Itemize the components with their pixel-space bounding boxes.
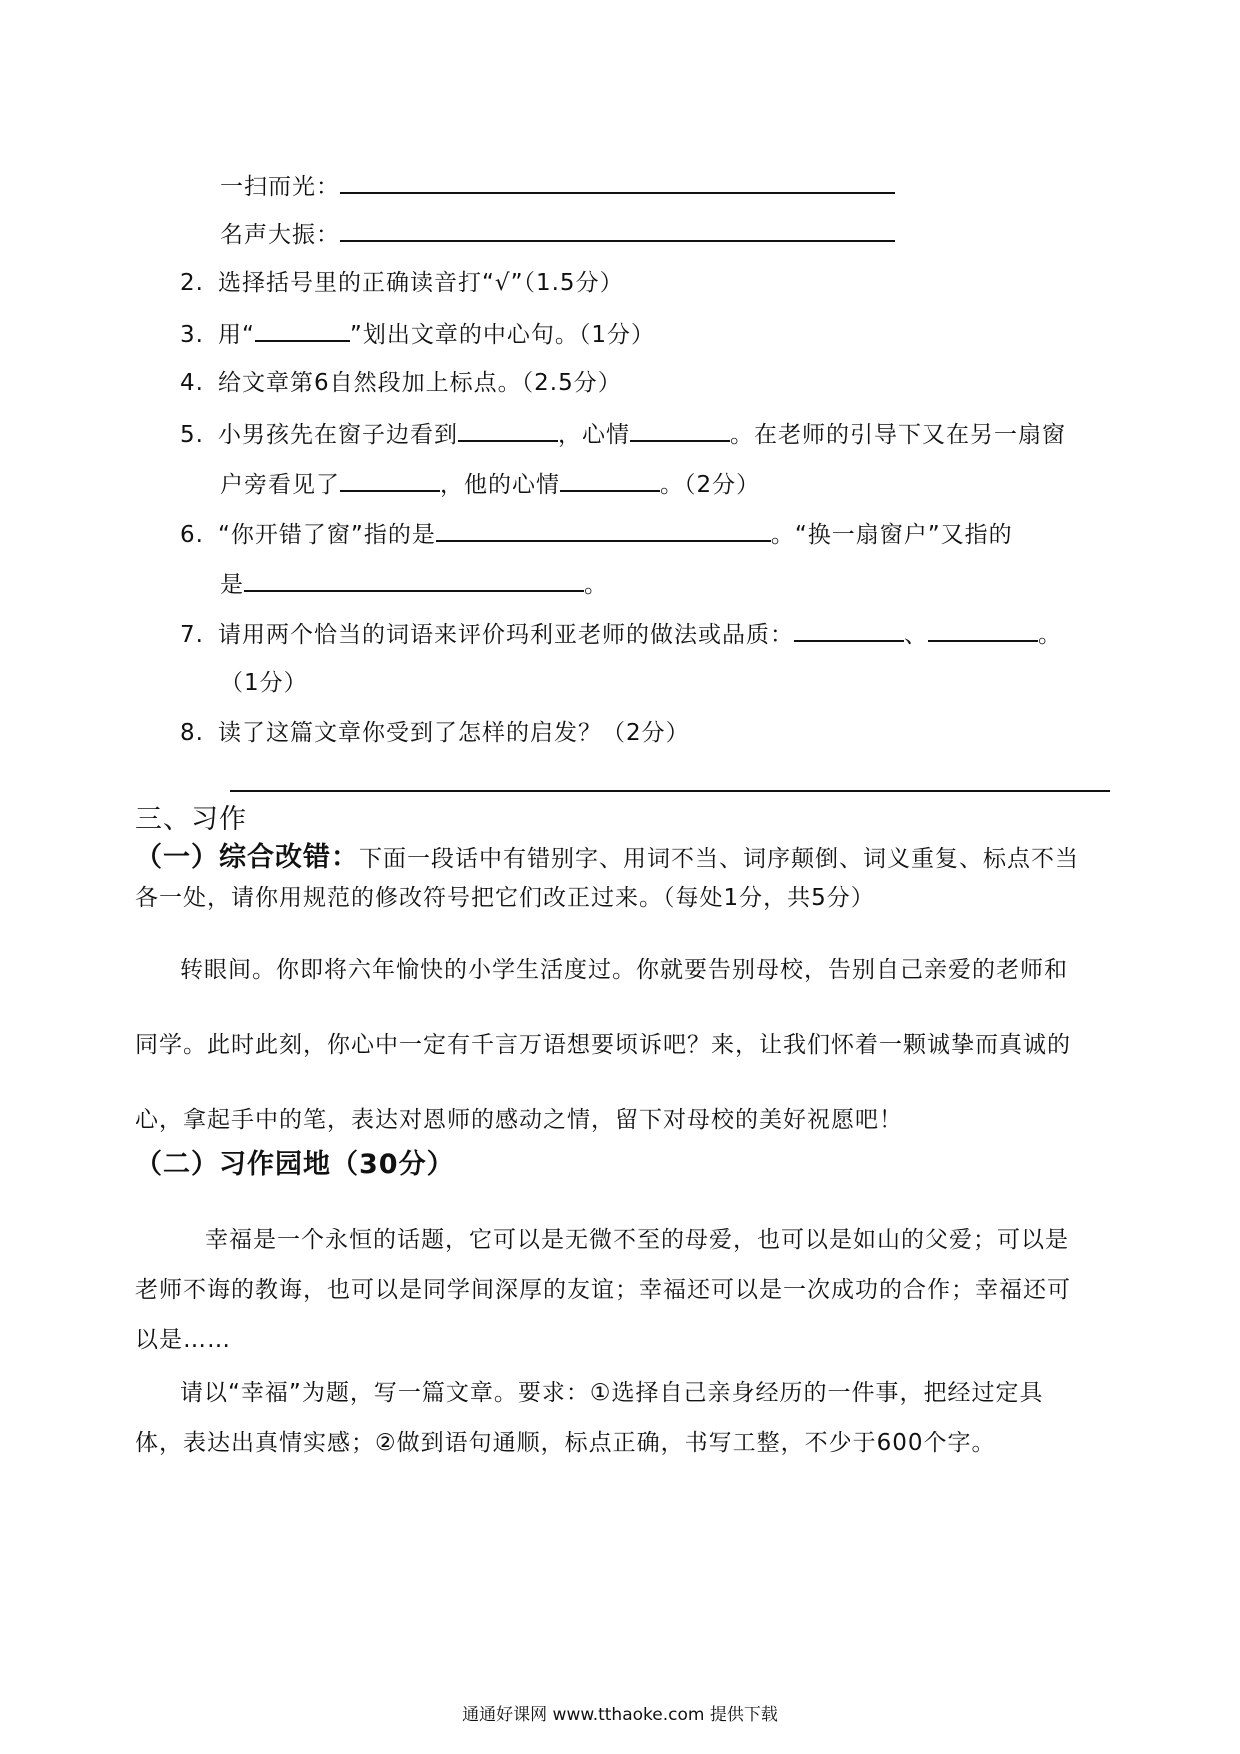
intro-line: 幸福是一个永恒的话题，它可以是无微不至的母爱，也可以是如山的父爱；可以是: [205, 1227, 1069, 1253]
question-text: 选择括号里的正确读音打“√”（1.5分）: [218, 270, 624, 296]
question-number: 4.: [180, 370, 204, 396]
answer-blank[interactable]: [436, 518, 771, 542]
question-3: [180, 318, 655, 350]
question-text: 。在老师的引导下又在另一扇窗: [730, 422, 1066, 448]
idiom-label: 一扫而光：: [220, 174, 340, 200]
question-text: 请用两个恰当的词语来评价玛利亚老师的做法或品质：: [218, 622, 794, 648]
passage-line: 转眼间。你即将六年愉快的小学生活度过。你就要告别母校，告别自己亲爱的老师和: [180, 957, 1068, 983]
question-7-cont: [220, 668, 308, 698]
part2-heading: （二）习作园地（30分）: [135, 1149, 455, 1180]
question-text: “你开错了窗”指的是: [218, 522, 436, 548]
question-4: [180, 368, 622, 398]
question-number: 7.: [180, 622, 204, 648]
answer-blank[interactable]: [560, 468, 660, 492]
task-line: 请以“幸福”为题，写一篇文章。要求：①选择自己亲身经历的一件事，把经过定具: [180, 1380, 1044, 1406]
passage-line: 心，拿起手中的笔，表达对恩师的感动之情，留下对母校的美好祝愿吧！: [135, 1107, 903, 1133]
answer-blank[interactable]: [630, 418, 730, 442]
question-number: 5.: [180, 422, 204, 448]
question-2: [180, 268, 624, 298]
answer-blank[interactable]: [928, 618, 1038, 642]
question-number: 2.: [180, 270, 204, 296]
intro-line: 老师不诲的教诲，也可以是同学间深厚的友谊；幸福还可以是一次成功的合作；幸福还可: [135, 1277, 1071, 1303]
question-text: 给文章第6自然段加上标点。（2.5分）: [218, 370, 622, 396]
question-text: 。: [584, 572, 608, 598]
question-text: ，心情: [558, 422, 630, 448]
question-5-cont: [220, 468, 760, 500]
part1-heading: [135, 843, 1079, 874]
question-7: [180, 618, 1062, 650]
answer-blank[interactable]: [794, 618, 904, 642]
task-line: 体，表达出真情实感；②做到语句通顺，标点正确，书写工整，不少于600个字。: [135, 1430, 996, 1456]
question-text: （1分）: [220, 670, 308, 696]
question-6-cont: [220, 568, 608, 600]
idiom-line: [220, 218, 895, 250]
answer-line[interactable]: [230, 790, 1110, 792]
question-text: 。: [1038, 622, 1062, 648]
question-8: [180, 718, 690, 748]
section-title: 三、习作: [135, 804, 247, 835]
passage-line: 同学。此时此刻，你心中一定有千言万语想要顷诉吧？来，让我们怀着一颗诚挚而真诚的: [135, 1032, 1071, 1058]
answer-blank[interactable]: [340, 170, 895, 194]
question-text: ”划出文章的中心句。（1分）: [349, 322, 655, 348]
answer-blank[interactable]: [340, 468, 440, 492]
question-number: 6.: [180, 522, 204, 548]
answer-blank[interactable]: [340, 218, 895, 242]
answer-blank[interactable]: [255, 318, 350, 342]
question-5: [180, 418, 1066, 450]
instruction-text: 下面一段话中有错别字、用词不当、词序颠倒、词义重复、标点不当: [359, 846, 1079, 872]
part-label: （一）综合改错：: [135, 842, 359, 873]
question-text: 小男孩先在窗子边看到: [218, 422, 458, 448]
question-number: 8.: [180, 720, 204, 746]
question-text: 。（2分）: [660, 472, 761, 498]
question-text: 是: [220, 572, 244, 598]
idiom-line: [220, 170, 895, 202]
question-number: 3.: [180, 322, 204, 348]
question-text: 读了这篇文章你受到了怎样的启发？（2分）: [218, 720, 690, 746]
page-footer: 通通好课网 www.tthaoke.com 提供下载: [462, 1705, 778, 1725]
question-text: 户旁看见了: [220, 472, 340, 498]
question-text: 用“: [218, 322, 255, 348]
question-text: 。“换一扇窗户”又指的: [770, 522, 1013, 548]
question-text: ，他的心情: [440, 472, 560, 498]
idiom-label: 名声大振：: [220, 222, 340, 248]
question-text: 、: [904, 622, 928, 648]
answer-blank[interactable]: [458, 418, 558, 442]
question-6: [180, 518, 1013, 550]
intro-line: 以是……: [135, 1327, 231, 1353]
instruction-line: 各一处，请你用规范的修改符号把它们改正过来。（每处1分，共5分）: [135, 885, 875, 911]
answer-blank[interactable]: [244, 568, 584, 592]
